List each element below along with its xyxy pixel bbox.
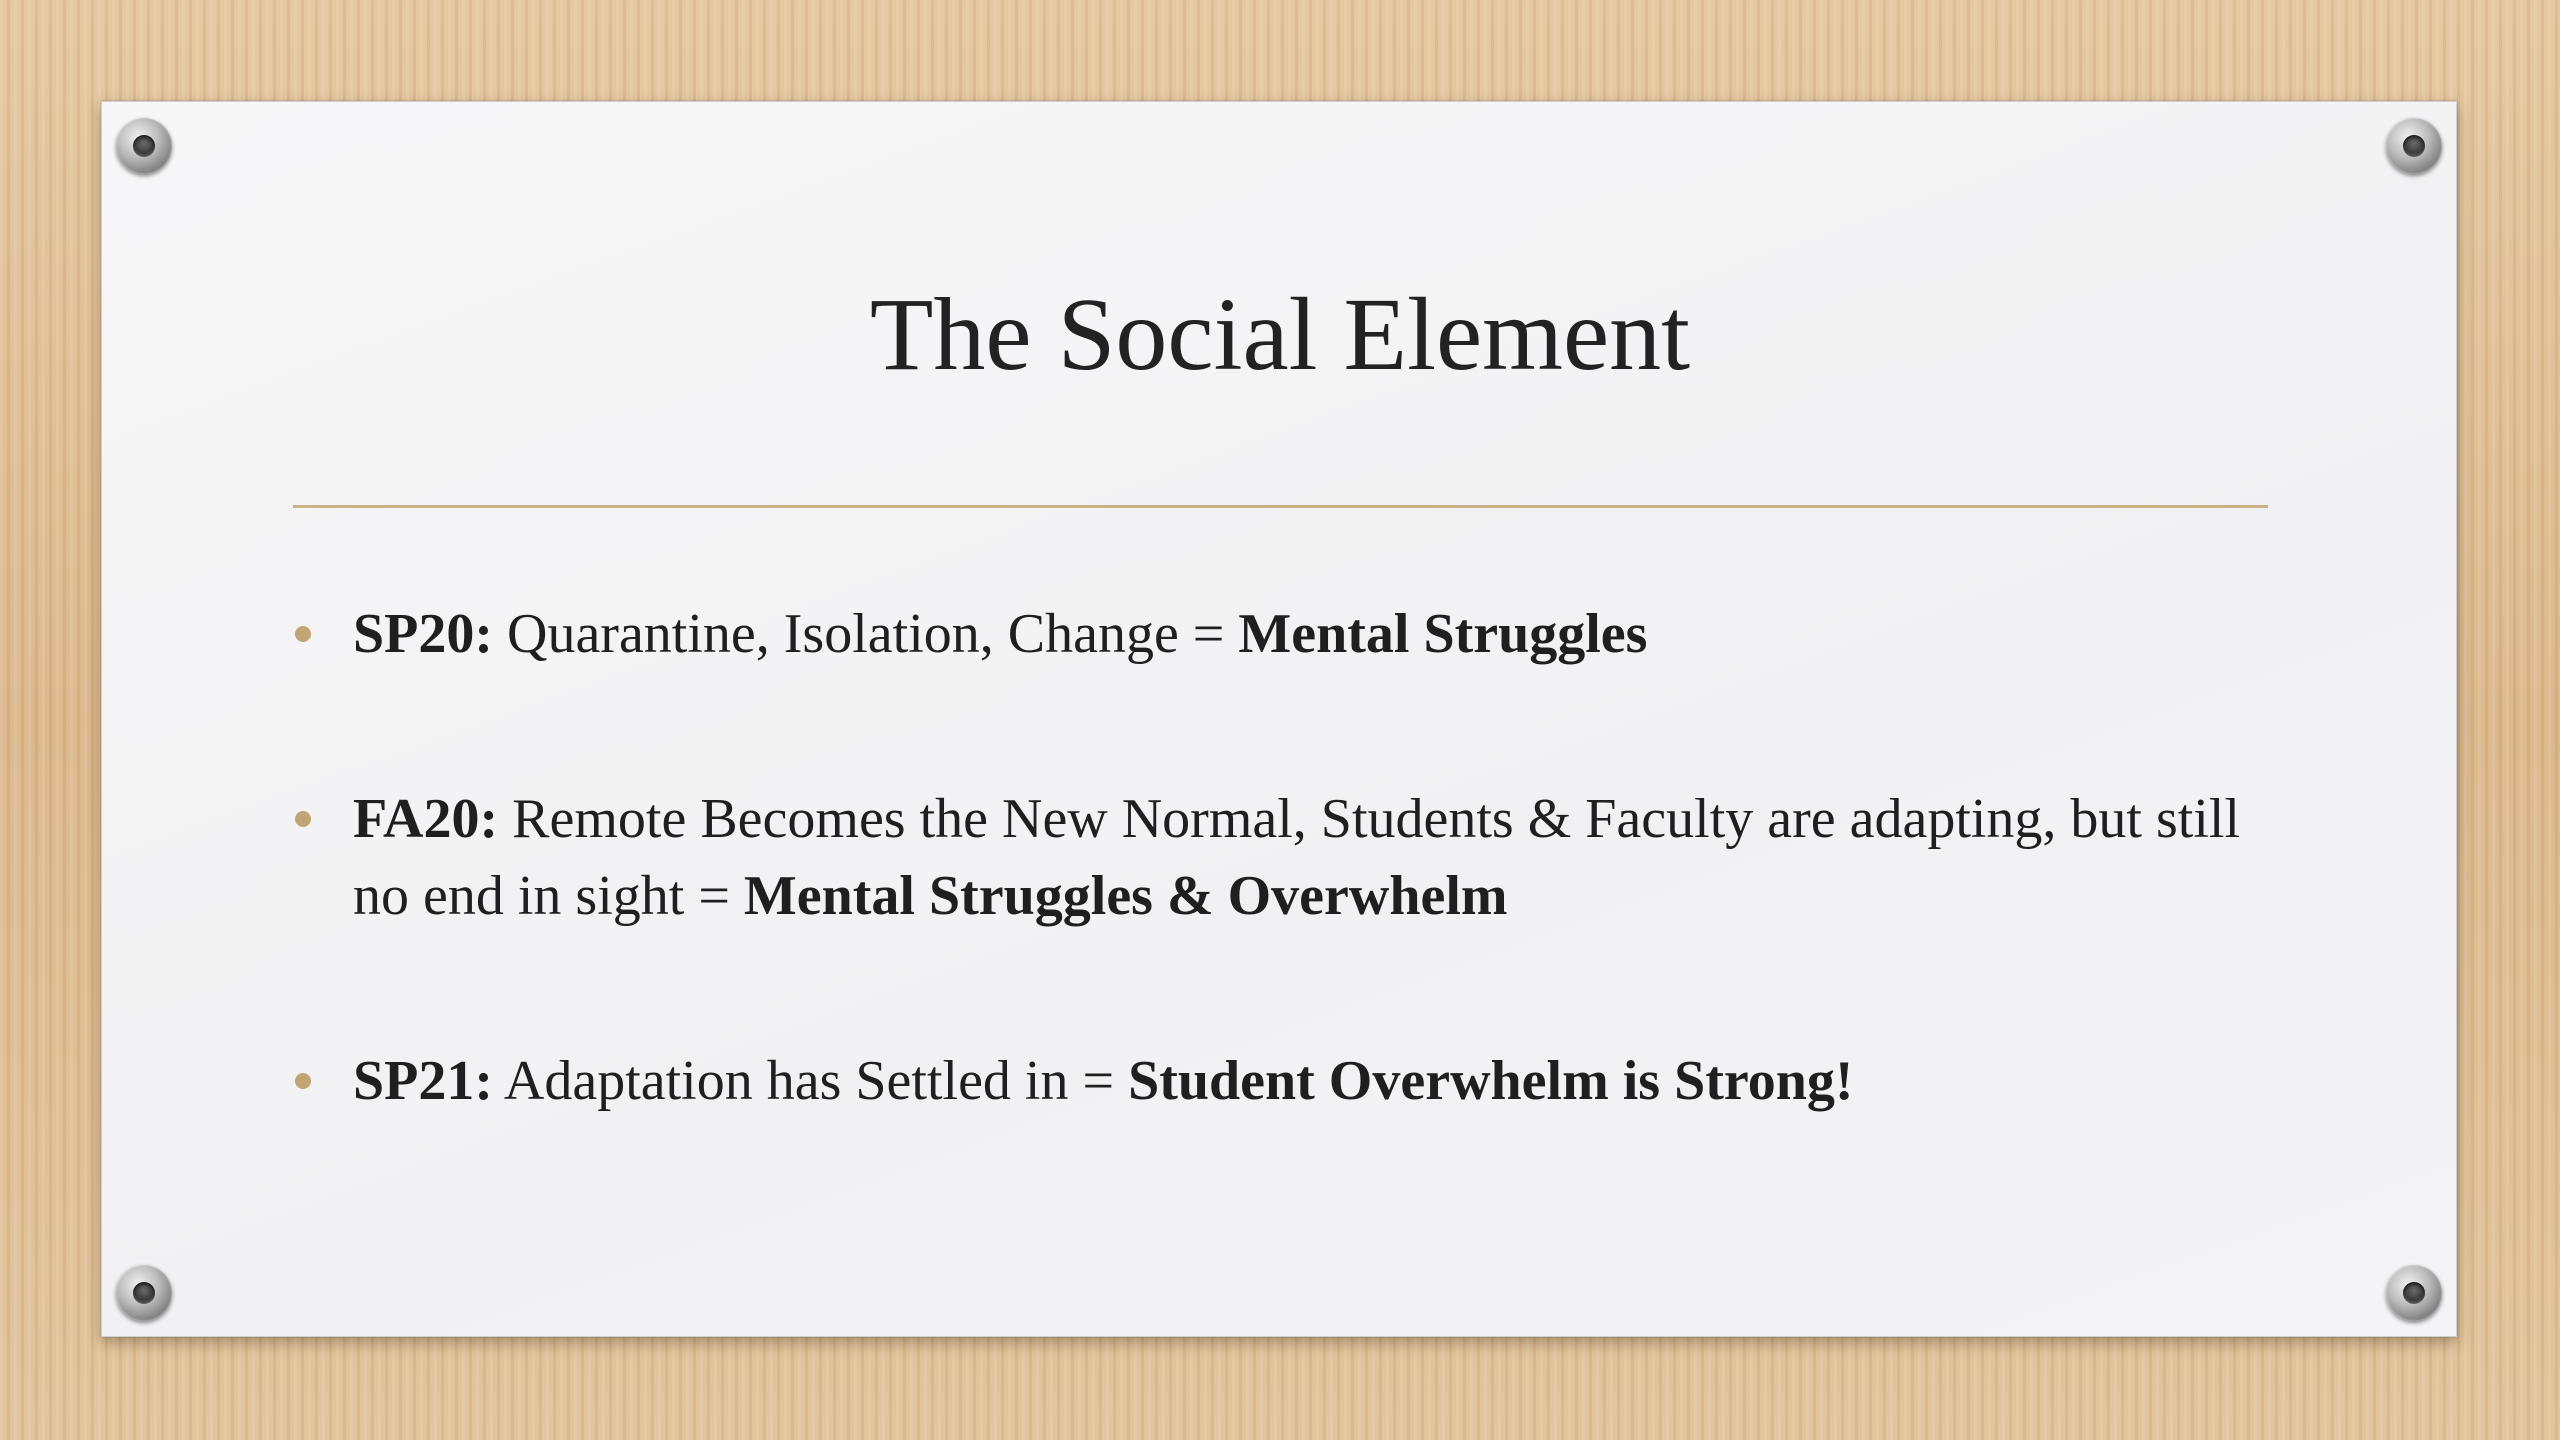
bullet-item-fa20 [293, 781, 2253, 935]
bullet-text: Remote Becomes the New Normal, Students & Faculty are adapting, but still no end in sight = [353, 788, 2241, 927]
bullet-term: FA20: [353, 788, 499, 850]
bullet-dot-icon [295, 811, 311, 827]
grommet-top-left-icon [116, 118, 172, 174]
grommet-top-right-icon [2386, 118, 2442, 174]
bullet-dot-icon [295, 626, 311, 642]
bullet-item-sp20 [293, 596, 2253, 673]
title-divider [293, 505, 2268, 508]
slide-title: The Social Element [869, 277, 1691, 392]
grommet-bottom-right-icon [2386, 1265, 2442, 1321]
bullet-emphasis: Student Overwhelm is Strong! [1128, 1050, 1854, 1112]
bullet-item-sp21 [293, 1043, 2253, 1120]
bullet-dot-icon [295, 1073, 311, 1089]
bullet-emphasis: Mental Struggles & Overwhelm [743, 865, 1508, 927]
bullet-text: Quarantine, Isolation, Change = [493, 603, 1239, 665]
bullet-term: SP21: [353, 1050, 493, 1112]
bullet-emphasis: Mental Struggles [1238, 603, 1648, 665]
bullet-term: SP20: [353, 603, 493, 665]
bullet-text: Adaptation has Settled in = [493, 1050, 1129, 1112]
bullet-list [293, 596, 2253, 1228]
grommet-bottom-left-icon [116, 1265, 172, 1321]
